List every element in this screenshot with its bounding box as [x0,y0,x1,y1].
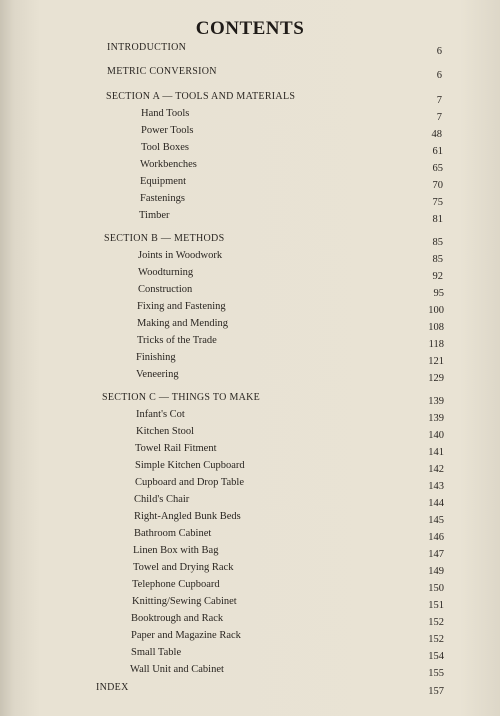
toc-entry-page-number: 85 [432,254,443,265]
toc-entry [0,511,500,527]
toc-entry-page-number: 142 [428,464,444,475]
toc-entry-page-number: 154 [428,651,444,662]
toc-entry-label: SECTION A — TOOLS AND MATERIALS [106,91,296,102]
toc-entry-page-number: 121 [428,356,444,367]
toc-entry-page-number: 7 [436,112,442,123]
toc-entry-label: Woodturning [138,267,194,278]
toc-entry [0,42,500,58]
toc-entry-label: Making and Mending [137,318,228,329]
toc-entry-page-number: 100 [428,305,444,316]
toc-entry-label: Fixing and Fastening [137,301,226,312]
toc-entry-page-number: 141 [428,447,444,458]
toc-entry-label: Infant's Cot [136,409,185,420]
toc-entry-label: Child's Chair [134,494,190,505]
toc-entry [0,301,500,317]
toc-entry [0,494,500,510]
toc-entry [0,426,500,442]
toc-entry-label: Telephone Cupboard [132,579,220,590]
toc-entry [0,613,500,629]
toc-entry-label: Bathroom Cabinet [134,528,212,539]
toc-entry-page-number: 81 [432,214,443,225]
toc-entry [0,647,500,663]
toc-entry [0,528,500,544]
toc-entry-label: Tricks of the Trade [137,335,217,346]
toc-entry [0,579,500,595]
toc-entry-page-number: 157 [428,686,444,697]
toc-entry-page-number: 92 [432,271,443,282]
toc-entry [0,682,500,698]
toc-entry-label: Finishing [136,352,176,363]
toc-entry-label: Construction [138,284,193,295]
toc-entry [0,630,500,646]
toc-entry-label: Fastenings [140,193,185,204]
toc-entry-page-number: 65 [432,163,443,174]
toc-entry-page-number: 139 [428,396,444,407]
toc-entry [0,318,500,334]
toc-entry [0,477,500,493]
toc-entry-label: INDEX [96,682,129,693]
toc-entry [0,159,500,175]
toc-entry-label: Simple Kitchen Cupboard [135,460,245,471]
toc-entry [0,352,500,368]
toc-entry-label: Linen Box with Bag [133,545,219,556]
toc-entry [0,193,500,209]
toc-entry-page-number: 75 [432,197,443,208]
toc-entry [0,66,500,82]
toc-entry [0,233,500,249]
toc-entry [0,267,500,283]
toc-entry [0,443,500,459]
toc-entry-page-number: 152 [428,634,444,645]
toc-entry-label: Towel Rail Fitment [135,443,217,454]
toc-entry-label: Knitting/Sewing Cabinet [132,596,237,607]
toc-entry-page-number: 145 [428,515,444,526]
toc-entry [0,284,500,300]
toc-entry-page-number: 144 [428,498,444,509]
toc-entry [0,176,500,192]
toc-entry [0,596,500,612]
toc-entry-page-number: 85 [432,237,443,248]
toc-entry-label: SECTION C — THINGS TO MAKE [102,392,261,403]
toc-entry-label: Cupboard and Drop Table [135,477,245,488]
toc-entry-label: Hand Tools [141,108,190,119]
toc-entry-page-number: 150 [428,583,444,594]
toc-entry-page-number: 147 [428,549,444,560]
toc-entry [0,392,500,408]
toc-entry [0,250,500,266]
toc-entry [0,545,500,561]
toc-entry-label: Towel and Drying Rack [133,562,234,573]
toc-entry-page-number: 139 [428,413,444,424]
toc-entry [0,335,500,351]
toc-entry-page-number: 48 [431,129,442,140]
toc-entry [0,142,500,158]
toc-entry-label: Joints in Woodwork [138,250,223,261]
toc-entry-label: Timber [139,210,170,221]
toc-entry-page-number: 6 [436,46,442,57]
toc-entry-page-number: 151 [428,600,444,611]
toc-entry [0,210,500,226]
toc-entry-page-number: 7 [436,95,442,106]
toc-entry-label: Workbenches [140,159,197,170]
toc-entry [0,664,500,680]
toc-entry [0,91,500,107]
toc-entry-page-number: 152 [428,617,444,628]
toc-entry-page-number: 140 [428,430,444,441]
toc-entry-page-number: 118 [428,339,444,350]
page-title: CONTENTS [195,18,305,39]
toc-entry-label: METRIC CONVERSION [107,66,217,77]
toc-entry-label: Veneering [136,369,179,380]
toc-entry-page-number: 129 [428,373,444,384]
toc-entry-label: Wall Unit and Cabinet [130,664,224,675]
toc-entry-page-number: 95 [433,288,444,299]
toc-entry-page-number: 146 [428,532,444,543]
toc-entry-label: Kitchen Stool [136,426,195,437]
toc-entry-label: Equipment [140,176,187,187]
toc-entry-label: Tool Boxes [141,142,189,153]
toc-entry-page-number: 61 [432,146,443,157]
toc-entry-page-number: 149 [428,566,444,577]
toc-entry-page-number: 70 [432,180,443,191]
toc-entry [0,125,500,141]
toc-entry-label: INTRODUCTION [107,42,187,53]
toc-entry [0,369,500,385]
toc-entry-label: Small Table [131,647,182,658]
toc-entry-page-number: 143 [428,481,444,492]
toc-entry-page-number: 108 [428,322,444,333]
toc-entry [0,409,500,425]
toc-entry [0,460,500,476]
toc-entry-page-number: 6 [436,70,442,81]
toc-entry-label: SECTION B — METHODS [104,233,225,244]
toc-entry-label: Power Tools [141,125,194,136]
toc-entry-page-number: 155 [428,668,444,679]
toc-entry-label: Booktrough and Rack [131,613,224,624]
toc-entry [0,108,500,124]
toc-entry-label: Paper and Magazine Rack [131,630,241,641]
toc-entry [0,562,500,578]
toc-entry-label: Right-Angled Bunk Beds [134,511,241,522]
